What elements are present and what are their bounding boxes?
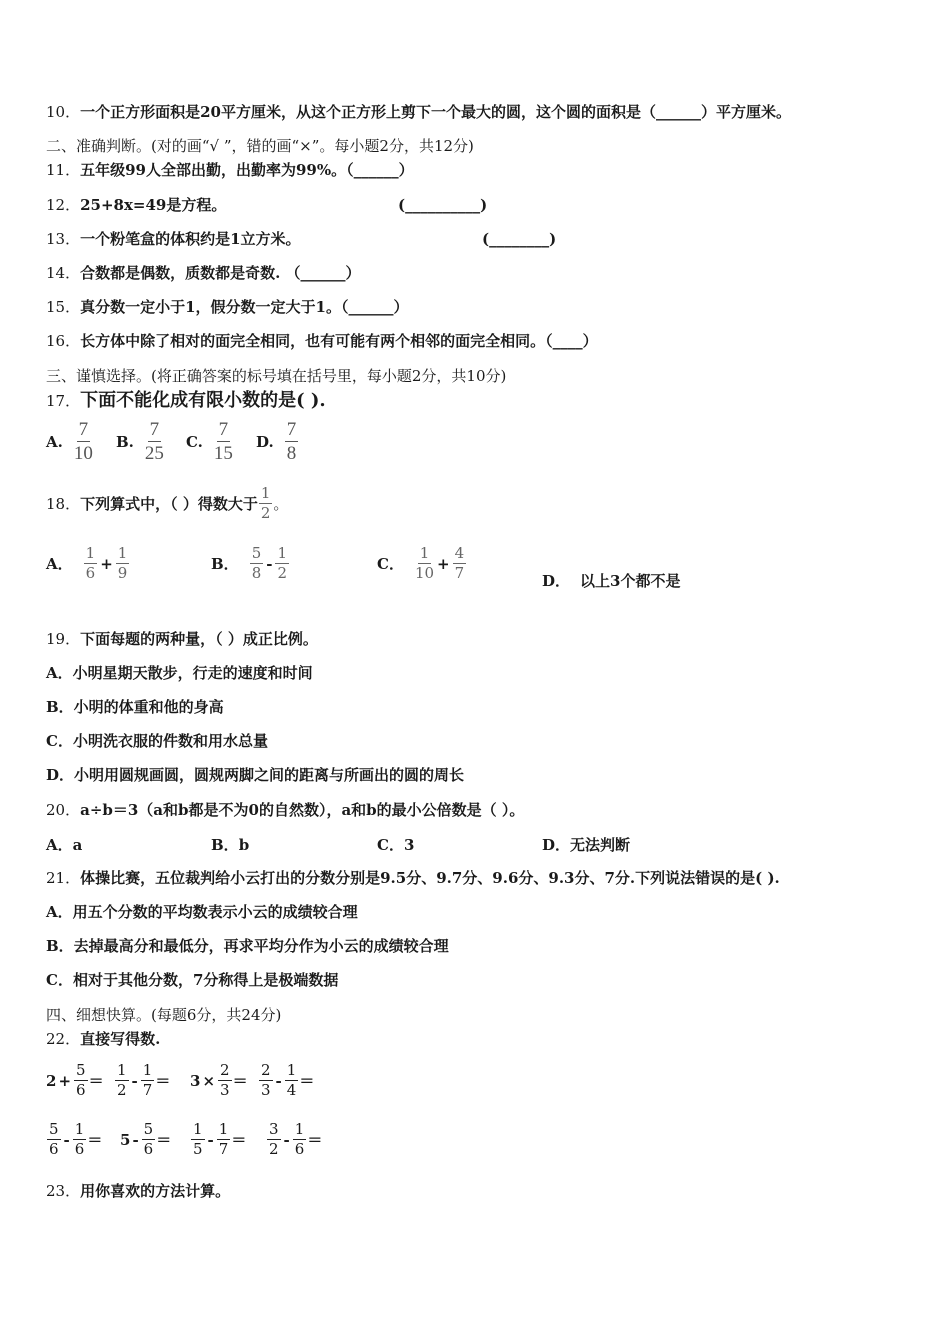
option-text: 3 [403, 835, 415, 854]
calc-item: $\frac{5}{6}$ - $\frac{1}{6}$ ＝ [49, 1120, 103, 1158]
fraction: $\frac{1}{2}$ [117, 1061, 127, 1099]
question-number: 22． [46, 1030, 81, 1048]
question-14 [46, 263, 361, 283]
fraction: $\frac{5}{6}$ [143, 1120, 154, 1158]
question-text: 真分数一定小于1，假分数一定大于1。（______） [80, 298, 409, 316]
fraction: $\frac{2}{3}$ [261, 1061, 271, 1099]
question-text: a÷b＝3（a和b都是不为0的自然数），a和b的最小公倍数是（ ）。 [80, 801, 525, 819]
fraction: $\frac{1}{6}$ [74, 1120, 85, 1158]
fraction: $\frac{5}{6}$ [49, 1120, 59, 1158]
option-label: A． [46, 836, 73, 854]
question-number: 11． [46, 161, 81, 179]
question-12 [46, 195, 488, 215]
question-number: 19． [46, 630, 81, 648]
fraction: $\frac{1}{5}$ [193, 1120, 203, 1158]
calc-item: $\frac{1}{5}$ - $\frac{1}{7}$ ＝ [193, 1120, 247, 1158]
question-text: 用你喜欢的方法计算。 [80, 1182, 231, 1200]
option-label: B． [211, 836, 239, 854]
option-label: D． [542, 836, 571, 854]
option-label: A． [46, 555, 73, 573]
option-b[interactable] [211, 834, 249, 855]
question-text: 25+8x=49是方程。 [80, 196, 227, 214]
question-16 [46, 331, 598, 351]
option-b[interactable] [116, 420, 165, 463]
question-text: 下列算式中，（ ）得数大于 [80, 495, 258, 513]
fraction: $\frac{1}{6}$ [294, 1120, 305, 1158]
question-13 [46, 229, 557, 249]
option-label: A. [46, 432, 63, 451]
question-10 [46, 102, 791, 122]
question-11 [46, 160, 414, 180]
question-number: 17． [46, 392, 81, 410]
question-number: 15． [46, 298, 81, 316]
section-4-heading: 四、细想快算。(每题6分，共24分) [46, 1006, 282, 1024]
option-c[interactable]: C．相对于其他分数，7分称得上是极端数据 [46, 971, 339, 989]
option-b[interactable]: B． $\frac{5}{8}$ - $\frac{1}{2}$ [211, 544, 288, 582]
fraction: $\frac{1}{10}$ [414, 544, 435, 582]
option-c[interactable]: C．小明洗衣服的件数和用水总量 [46, 732, 268, 750]
option-b[interactable]: B．去掉最高分和最低分，再求平均分作为小云的成绩较合理 [46, 937, 449, 955]
question-number: 20． [46, 801, 81, 819]
calc-item: $\frac{1}{2}$ - $\frac{1}{7}$ ＝ [117, 1061, 171, 1099]
option-c[interactable] [186, 420, 234, 463]
option-d[interactable] [542, 570, 680, 591]
question-text: 直接写得数. [80, 1030, 161, 1048]
question-text: 一个粉笔盒的体积约是1立方米。 [80, 230, 301, 248]
option-label: D. [256, 432, 274, 451]
option-a[interactable] [46, 834, 82, 855]
question-number: 18． [46, 495, 81, 513]
question-number: 14． [46, 264, 81, 282]
question-21 [46, 868, 780, 888]
option-d[interactable]: D．小明用圆规画圆，圆规两脚之间的距离与所画出的圆的周长 [46, 766, 465, 784]
fraction: $\frac{2}{3}$ [220, 1061, 230, 1099]
question-22 [46, 1029, 160, 1049]
fraction: $\frac{1}{4}$ [286, 1061, 297, 1099]
option-d[interactable] [256, 420, 299, 463]
fraction: $\frac{7}{10}$ [73, 419, 93, 464]
fraction: $\frac{1}{7}$ [218, 1120, 229, 1158]
calc-item: $\frac{3}{2}$ - $\frac{1}{6}$ ＝ [269, 1120, 323, 1158]
option-c[interactable]: C． $\frac{1}{10}$ + $\frac{4}{7}$ [377, 544, 465, 582]
fraction: $\frac{1}{9}$ [117, 544, 128, 582]
fraction: $\frac{1}{2}$ [260, 484, 271, 522]
question-number: 12． [46, 196, 81, 214]
option-label: B. [116, 432, 134, 451]
calc-item: 3 × $\frac{2}{3}$ ＝ [190, 1061, 248, 1099]
option-label: B． [211, 555, 239, 573]
question-text: 一个正方形面积是20平方厘米，从这个正方形上剪下一个最大的圆，这个圆的面积是（______）平方厘米。 [80, 103, 791, 121]
answer-blank: (________) [482, 230, 557, 248]
option-label: C． [377, 836, 404, 854]
calc-item: 5 - $\frac{5}{6}$ ＝ [120, 1120, 172, 1158]
fraction: $\frac{5}{8}$ [251, 544, 262, 582]
question-number: 23． [46, 1182, 81, 1200]
option-a[interactable]: A． $\frac{1}{6}$ + $\frac{1}{9}$ [46, 544, 128, 582]
option-a[interactable]: A．用五个分数的平均数表示小云的成绩较合理 [46, 903, 358, 921]
question-19 [46, 629, 318, 649]
question-text: 下面每题的两种量，（ ）成正比例。 [80, 630, 318, 648]
option-label: C． [377, 555, 404, 573]
option-b[interactable]: B．小明的体重和他的身高 [46, 698, 224, 716]
question-text: 合数都是偶数，质数都是奇数. （______） [80, 264, 361, 282]
answer-blank: (__________) [398, 196, 488, 214]
question-17 [46, 390, 326, 412]
question-20 [46, 800, 524, 820]
question-23 [46, 1181, 230, 1201]
option-text: b [238, 835, 250, 854]
calc-item: 2 + $\frac{5}{6}$ ＝ [46, 1061, 104, 1099]
option-text: a [72, 835, 83, 854]
fraction: $\frac{3}{2}$ [269, 1120, 279, 1158]
question-15 [46, 297, 408, 317]
question-text: 下面不能化成有限小数的是( ). [80, 390, 326, 411]
option-text: 无法判断 [570, 836, 631, 854]
fraction: $\frac{7}{8}$ [286, 419, 297, 464]
fraction: $\frac{7}{15}$ [213, 419, 233, 464]
question-number: 10． [46, 103, 81, 121]
calc-item: $\frac{2}{3}$ - $\frac{1}{4}$ ＝ [261, 1061, 315, 1099]
question-text: 长方体中除了相对的面完全相同，也有可能有两个相邻的面完全相同。（____） [80, 332, 598, 350]
section-2-heading: 二、准确判断。(对的画“√ ”，错的画“×”。每小题2分，共12分) [46, 137, 474, 155]
fraction: $\frac{5}{6}$ [76, 1061, 86, 1099]
fraction: $\frac{1}{7}$ [142, 1061, 153, 1099]
option-a[interactable] [46, 420, 94, 463]
question-18: 18． 下列算式中，（ ）得数大于 $\frac{1}{2}$ 。 [46, 484, 289, 522]
section-3-heading: 三、谨慎选择。(将正确答案的标号填在括号里，每小题2分，共10分) [46, 367, 507, 385]
question-text: 体操比赛，五位裁判给小云打出的分数分别是9.5分、9.7分、9.6分、9.3分、7分.下列说法错误的是( ). [80, 869, 780, 887]
fraction: $\frac{7}{25}$ [144, 419, 164, 464]
question-number: 16． [46, 332, 81, 350]
option-c[interactable] [377, 834, 414, 855]
option-label: C. [186, 432, 203, 451]
option-a[interactable]: A．小明星期天散步，行走的速度和时间 [46, 664, 313, 682]
fraction: $\frac{1}{6}$ [85, 544, 96, 582]
fraction: $\frac{4}{7}$ [454, 544, 465, 582]
question-number: 13． [46, 230, 81, 248]
fraction: $\frac{1}{2}$ [277, 544, 288, 582]
option-label: D． [542, 572, 571, 590]
option-text: 以上3个都不是 [580, 572, 681, 590]
option-d[interactable] [542, 834, 630, 855]
question-text: 五年级99人全部出勤，出勤率为99%。（______） [80, 161, 414, 179]
question-number: 21． [46, 869, 81, 887]
